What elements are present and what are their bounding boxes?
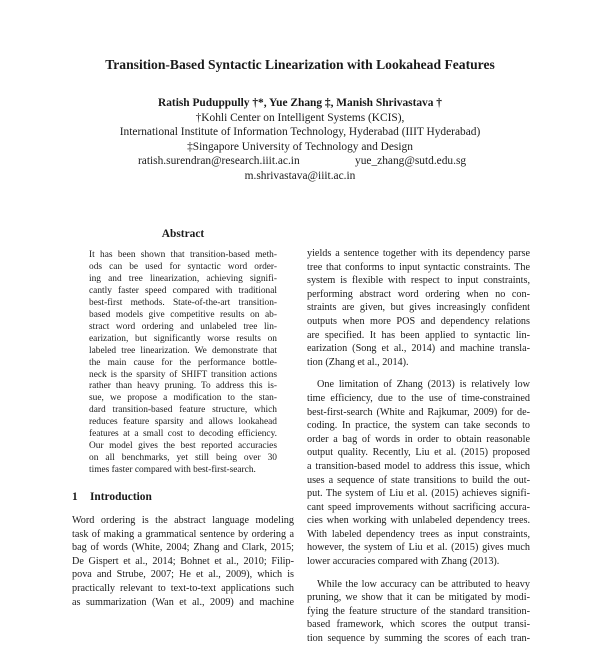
text-line: as summarization (Wan et al., 2009) and machine: [72, 596, 294, 608]
abstract-heading: Abstract: [161, 228, 205, 240]
text-line: best-first-search (White and Rajkumar, 2009) for de-: [307, 406, 530, 418]
text-line: lower accuracies compared with Zhang (2013).: [307, 556, 500, 568]
author-email: ratish.surendran@research.iiit.ac.in: [138, 155, 300, 168]
text-line: outputs when more POS and dependency relations: [307, 315, 530, 327]
section-number: 1: [72, 491, 78, 503]
paragraph-gap: [307, 569, 530, 578]
text-line: bag of words (White, 2004; Zhang and Clark, 2015;: [72, 542, 294, 554]
text-line: tion (Zhang et al., 2014).: [307, 356, 409, 368]
text-line: coding. In practice, the system can take seconds to: [307, 420, 530, 432]
text-line: neck is the sparsity of SHIFT transition actions: [89, 369, 277, 380]
text-line: performing abstract word ordering when no con-: [307, 288, 530, 300]
text-line: order a bag of words in order to obtain reasonable: [307, 433, 530, 445]
affiliation-line: ‡Singapore University of Technology and Design: [187, 140, 413, 153]
introduction-body: [72, 514, 294, 608]
author-email: m.shrivastava@iiit.ac.in: [244, 169, 356, 182]
text-line: times faster compared with best-first-search.: [89, 465, 256, 476]
text-line: tion sequence by summing the scores of each tran-: [307, 633, 530, 645]
text-line: yields a sentence together with its dependency parse: [307, 248, 530, 259]
text-line: practically relevant to text-to-text applications such: [72, 582, 294, 594]
text-line: Our model gives the best reported accuracies: [89, 441, 277, 452]
abstract-body: [89, 250, 277, 477]
paragraph-gap: [307, 369, 530, 378]
text-line: pova and Strube, 2007; He et al., 2009), which is: [72, 569, 294, 581]
text-line: straints are given, but gives increasingly confident: [307, 302, 530, 314]
text-line: earization (Song et al., 2014) and machine transla-: [307, 343, 530, 355]
text-line: stract word ordering and unlabeled tree lin-: [89, 321, 277, 332]
text-line: are specified. It has been applied to syntactic lin-: [307, 329, 530, 341]
text-line: cies when working with unlabeled dependency trees.: [307, 515, 530, 527]
text-line: tree that conforms to input syntactic constraints. The: [307, 261, 530, 273]
text-line: labeled tree linearization. We demonstrate that: [89, 345, 277, 356]
text-line: uses a sequence of state transitions to build the out-: [307, 474, 530, 486]
text-line: task of making a grammatical sentence by ordering a: [72, 528, 294, 540]
text-line: With labeled dependency trees as input constraints,: [307, 528, 530, 540]
author-block: [0, 96, 600, 184]
text-line: De Gispert et al., 2014; Bohnet et al., 2010; Filip-: [72, 555, 294, 567]
text-line: While the low accuracy can be attributed to heavy: [317, 578, 530, 590]
text-line: put. The system of Liu et al. (2015) achieves signifi-: [307, 488, 530, 500]
text-line: rather than heavy pruning. To address this is-: [89, 381, 277, 392]
text-line: best-first methods. State-of-the-art transition-: [89, 297, 277, 308]
text-line: a transition-based model to address this issue, which: [307, 460, 530, 472]
text-line: however, the system of Liu et al. (2015) gives much: [307, 542, 530, 554]
author-email: yue_zhang@sutd.edu.sg: [355, 155, 467, 168]
text-line: system is flexible with respect to input constraints,: [307, 275, 530, 287]
text-line: Word ordering is the abstract language modeling: [72, 515, 294, 526]
text-line: time efficiency, due to the use of time-constrained: [307, 392, 530, 404]
text-line: pruning, we show that it can be mitigated by modi-: [307, 592, 530, 604]
text-line: based models give competitive results on ab-: [89, 309, 277, 320]
author-names: Ratish Puduppully †*, Yue Zhang ‡, Manish Shrivastava †: [157, 97, 442, 109]
section-heading-introduction: [72, 491, 152, 503]
affiliation-line: International Institute of Information Technology, Hyderabad (IIIT Hyderabad): [119, 126, 481, 139]
text-line: fying the feature structure of the standard transition-: [307, 605, 530, 617]
text-line: cant speed improvements without sacrificing accura-: [307, 501, 530, 513]
text-line: output quality. Recently, Liu et al. (2015) proposed: [307, 447, 530, 459]
paper-title: Transition-Based Syntactic Linearization with Lookahead Features: [105, 57, 495, 72]
affiliation-line: †Kohli Center on Intelligent Systems (KCIS),: [195, 111, 405, 124]
text-line: earization, but significantly worse results on: [89, 333, 277, 344]
text-line: reduces feature sparsity and allows lookahead: [89, 417, 277, 428]
text-line: One limitation of Zhang (2013) is relatively low: [317, 379, 530, 391]
text-line: on all benchmarks, yet still being over 30: [89, 453, 277, 464]
text-line: cantly faster speed compared with traditional: [89, 285, 277, 296]
text-line: ing and tree linearization, achieving signifi-: [89, 273, 277, 284]
right-column-body: [307, 247, 530, 645]
text-line: features at a small cost to decoding efficiency.: [89, 429, 277, 440]
email-row: [0, 154, 600, 169]
text-line: the main cause for the performance bottle-: [89, 357, 277, 368]
text-line: It has been shown that transition-based meth-: [89, 250, 277, 260]
section-title: Introduction: [90, 491, 152, 503]
text-line: ods can be used for syntactic word order-: [89, 261, 277, 272]
text-line: sue, we propose a modification to the stan-: [89, 393, 277, 404]
text-line: based framework, which scores the output transi-: [307, 619, 530, 631]
text-line: dard transition-based feature structure, which: [89, 405, 277, 416]
